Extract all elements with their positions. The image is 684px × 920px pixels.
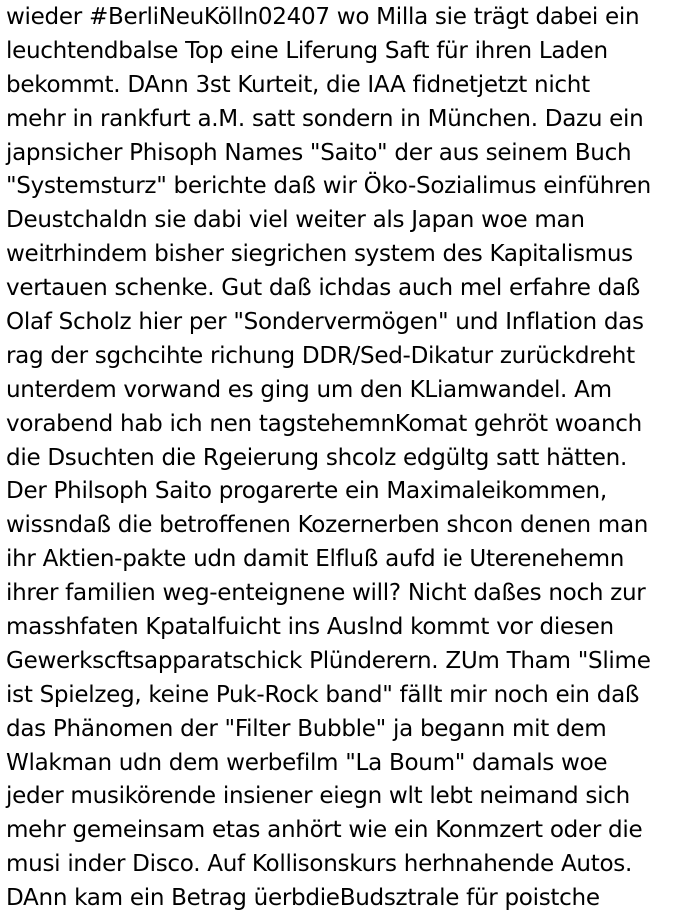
text-line-13: vorabend hab ich nen tagstehemnKomat gehröt woanch: [6, 409, 642, 437]
text-line-25: mehr gemeinsam etas anhört wie ein Konmzert oder die: [6, 816, 643, 844]
text-line-18: ihrer familien weg-enteignene will? Nicht daßes noch zur: [6, 579, 646, 607]
text-line-7: Deustchaldn sie dabi viel weiter als Japan woe man: [6, 206, 585, 234]
text-line-6: "Systemsturz" berichte daß wir Öko-Sozialimus einführen: [6, 172, 651, 200]
text-line-22: das Phänomen der "Filter Bubble" ja begann mit dem: [6, 714, 607, 742]
text-line-20: Gewerkscftsapparatschick Plünderern. ZUm Tham "Slime: [6, 646, 651, 674]
text-line-10: Olaf Scholz hier per "Sondervermögen" und Inflation das: [6, 308, 644, 336]
text-line-23: Wlakman udn dem werbefilm "La Boum" damals woe: [6, 748, 608, 776]
text-line-21: ist Spielzeg, keine Puk-Rock band" fällt mir noch ein daß: [6, 680, 640, 708]
text-line-15: Der Philsoph Saito progarerte ein Maximaleikommen,: [6, 477, 607, 505]
document-text: [6, 0, 682, 915]
text-line-14: die Dsuchten die Rgeierung shcolz edgültg satt hätten.: [6, 443, 628, 471]
text-line-19: masshfaten Kpatalfuicht ins Auslnd kommt vor diesen: [6, 613, 614, 641]
text-line-11: rag der sgchcihte richung DDR/Sed-Dikatur zurückdreht: [6, 341, 635, 369]
text-line-12: unterdem vorwand es ging um den KLiamwandel. Am: [6, 375, 612, 403]
text-line-9: vertauen schenke. Gut daß ichdas auch mel erfahre daß: [6, 274, 641, 302]
text-line-5: japnsicher Phisoph Names "Saito" der aus seinem Buch: [6, 138, 632, 166]
text-line-24: jeder musikörende insiener eiegn wlt lebt neimand sich: [6, 782, 630, 810]
text-line-2: leuchtendbalse Top eine Liferung Saft für ihren Laden: [6, 36, 608, 64]
text-line-17: ihr Aktien-pakte udn damit Elfluß aufd ie Uterenehemn: [6, 545, 625, 573]
text-line-27: DAnn kam ein Betrag üerbdieBudsztrale für poistche: [6, 884, 600, 912]
text-line-8: weitrhindem bisher siegrichen system des Kapitalismus: [6, 240, 633, 268]
text-line-1: wieder #BerliNeuKölln02407 wo Milla sie trägt dabei ein: [6, 3, 640, 30]
text-line-4: mehr in rankfurt a.M. satt sondern in München. Dazu ein: [6, 104, 644, 132]
text-line-26: musi inder Disco. Auf Kollisonskurs herhnahende Autos.: [6, 850, 633, 878]
text-line-16: wissndaß die betroffenen Kozernerben shcon denen man: [6, 511, 649, 539]
text-line-3: bekommt. DAnn 3st Kurteit, die IAA fidnetjetzt nicht: [6, 70, 590, 98]
